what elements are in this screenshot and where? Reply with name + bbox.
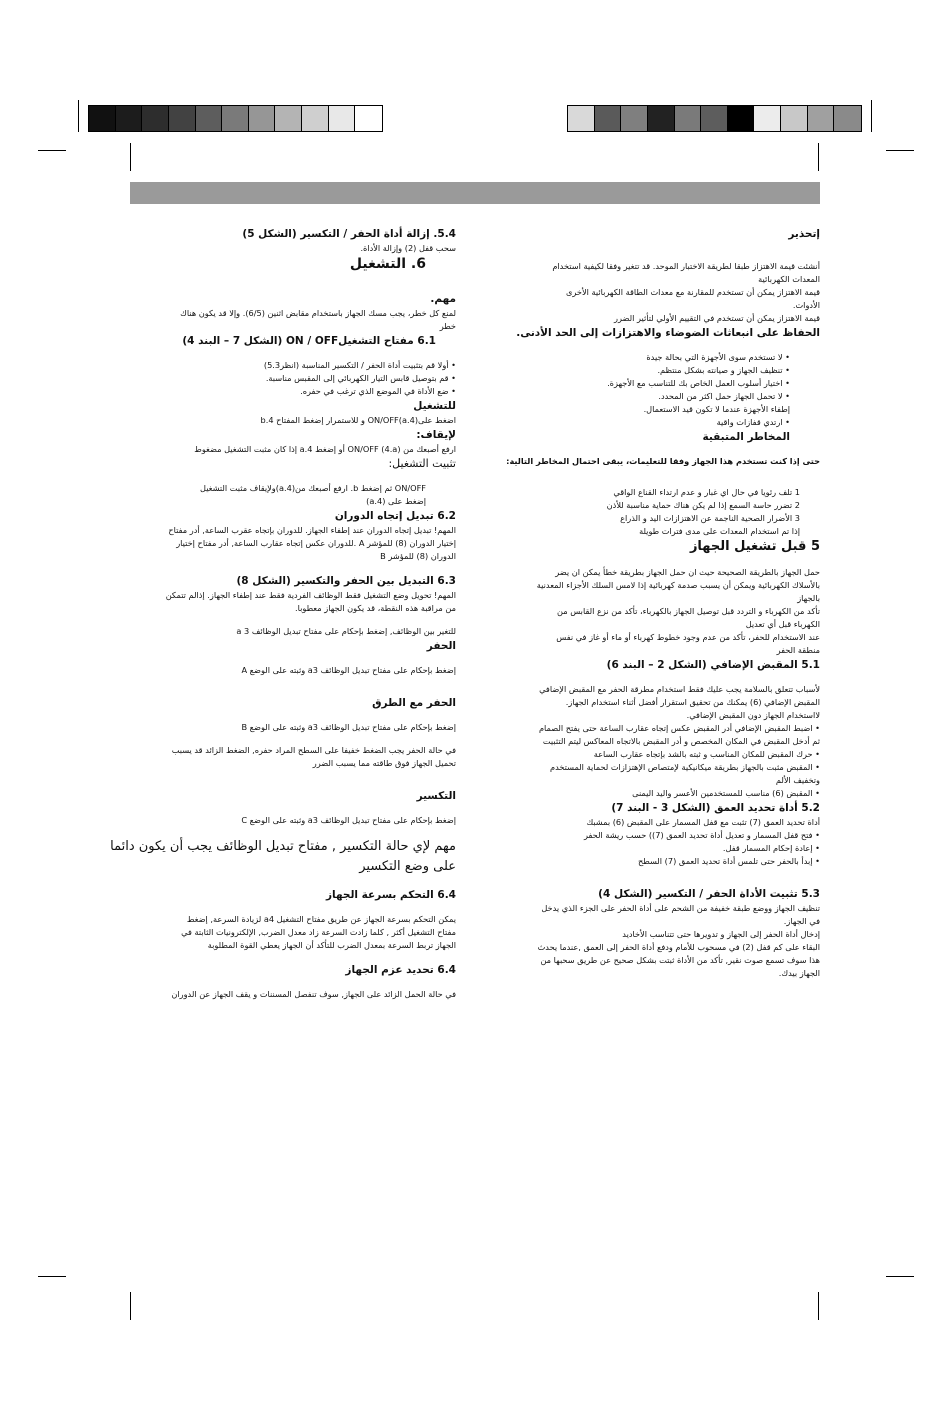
section-title: مهم. [430,293,456,305]
color-swatch [675,106,702,131]
color-swatch [169,106,196,131]
paragraph-line: قيمة الاهتزاز يمكن أن تستخدم للمقارنة مع معدات الطاقة الكهربائية الأخرى [565,287,820,297]
paragraph-line: المهم! تحويل وضع التشغيل فقط الوظائف الفردية فقط عند إطفاء الجهاز. إذالم تتمكن [165,590,456,600]
section-title: تثبيت التشغيل: [388,457,456,470]
list-item: • اضبط المقبض الإضافي أدر المقبض عكس إتجاه عقارب الساعة حتى يفتح الصمام [512,722,820,735]
paragraph-line: الجهاز بيدك. [778,968,820,978]
color-swatch [568,106,595,131]
color-swatch [116,106,143,131]
list-item: • فتح قفل المسمار و تعديل أداة تحديد العمق (7)) حسب ريشة الحفر [512,829,820,842]
color-swatch [754,106,781,131]
crop-mark [818,1292,819,1320]
paragraph-line: الأدوات. [792,300,820,310]
paragraph-line: في حالة الحمل الزائد على الجهاز, سوف تنفصل المسننات و يقف الجهاز عن الدوران [171,989,456,999]
section-title: 6.4 تحديد عزم الجهاز [345,964,456,976]
paragraph-line: حتى إذا كنت تستخدم هذا الجهاز وفقا للتعليمات، يبقى احتمال المخاطر التالية: [506,456,820,466]
section-title: لإيقاف: [416,429,456,441]
section-title: 5.3 تثبيت الأداة الحفر / التكسير (الشكل 4) [598,888,820,900]
paragraph-line: إضغط على (4.a) [366,496,426,506]
list-item: • المقبض مثبت بالجهاز بطريقة ميكانيكية لإمتصاص الإهتزازات لحماية المستخدم [512,761,820,774]
paragraph-line: حمل الجهاز بالطريقة الصحيحة حيث ان حمل الجهاز بطريقة خطأ يمكن ان يضر [555,567,820,577]
paragraph-line: الدوران (8) للمؤشر B [380,551,456,561]
list-item: • حرك المقبض للمكان المناسب و ثبته بالشد بإتجاه عقارب الساعة [512,748,820,761]
paragraph-line: البقاء على كم قفل (2) في مسحوب للأمام ودفع أداة الحفر إلى العمق ,عندما يحدث [537,942,820,952]
list-item: إذا تم استخدام المعدات على مدى فترات طويلة [639,526,800,536]
paragraph-line: مفتاح التشغيل أكثر , كلما زادت السرعة زاد معدل الضرب, الإلكترونيات الثابتة في [181,927,456,937]
crop-mark [38,150,66,151]
header-bar [130,182,820,204]
section-title: المخاطر المتبقية [702,431,790,443]
crop-mark [818,143,819,171]
paragraph-line: أنشئت قيمة الاهتزاز طبقا لطريقة الاختبار الموحد. قد تتغير وفقا لكيفية استخدام [552,261,820,271]
list-item: • تنظيف الجهاز و صيانته بشكل منتظم. [512,364,820,377]
paragraph-line: الكهرباء قبل أي تعديل [745,619,820,629]
color-swatch [89,106,116,131]
list-item: 2 تضرر حاسة السمع إذا لم يكن هناك حماية مناسبة للأذن [606,500,800,510]
calibration-bar-right [567,105,862,132]
paragraph-line: ارفع أصبعك من ON/OFF (4.a) أو إضغط 4.a إذا كان مثبت التشغيل مضغوط [194,444,456,454]
crop-mark [130,143,131,171]
color-swatch [648,106,675,131]
paragraph-line: لمنع كل خطر، يجب مسك الجهاز باستخدام مقابض اثنين (6/5). وإلا قد يكون هناك [180,308,456,318]
paragraph-line: منطقة الحفر [776,645,820,655]
paragraph-line: تحميل الجهاز فوق طاقته مما يسبب الضرر [312,758,456,768]
paragraph-line: اضغط على(4.a)ON/OFF و للاستمرار إضغط المفتاح 4.b [260,415,456,425]
section-title: الحفر مع الطرق [372,697,456,709]
paragraph-line: في حالة الحفر يجب الضغط خفيفا على السطح المراد حفره, الضغط الزائد قد يسبب [171,745,456,755]
paragraph-line: في الجهاز. [783,916,820,926]
section-title: للتشغيل [413,400,456,412]
crop-mark [886,1276,914,1277]
section-title: 6. التشغيل [349,256,426,272]
list-item: • قم بتوصيل قابس التيار الكهربائي إلى المقبس مناسبة. [130,372,456,385]
list-item: • إعادة إحكام المسمار قفل. [512,842,820,855]
note-line: على وضع التكسير [359,859,456,874]
list-item: وتخفيف الألم [775,775,820,785]
paragraph-line: أداة تحديد العمق (7) تثبت مع قفل المسمار على المقبض (6) بمشبك [586,817,820,827]
section-title: 6.4 التحكم بسرعة الجهاز [325,889,456,901]
color-swatch [621,106,648,131]
color-swatch [249,106,276,131]
paragraph-line: قيمة الاهتزاز يمكن أن تستخدم في التقييم الأولي لتأثير الضرر [614,313,820,323]
section-title: 6.2 تبديل إتجاه الدوران [334,510,456,522]
list-item: • لا تستخدم سوى الأجهزة التي بحالة جيدة [512,351,820,364]
paragraph-line: ON/OFF ثم إضغط b. ارفع أصبعك من(4.a)ولإيقاف مثبت التشغيل [200,483,426,493]
color-swatch [701,106,728,131]
right-column [506,226,820,980]
list-item: • لا تحمل الجهاز حمل اكثر من المحدد. [512,390,820,403]
section-title: 5 قبل تشغيل الجهاز [689,539,820,554]
paragraph-line: الجهاز تربط السرعة بمعدل الضرب للتأكد أن الجهاز يعطي القوة المطلوبة [207,940,456,950]
color-swatch [142,106,169,131]
crop-mark [871,100,872,132]
paragraph-line: المعدات الكهربائية [758,274,820,284]
color-swatch [595,106,622,131]
crop-mark [38,1276,66,1277]
section-title: 5.1 المقبض الإضافي (الشكل 2 – البند 6) [606,659,820,671]
paragraph-line: إضغط بإحكام على مفتاح تبديل الوظائف a3 وثبته على الوضع B [241,722,456,732]
paragraph-line: لأسباب تتعلق بالسلامة يجب عليك فقط استخدام مطرقة الحفر مع المقبض الإضافي [539,684,820,694]
note-line: مهم لإي حالة التكسير , مفتاح تبديل الوظائف يجب أن يكون دائما [110,839,456,854]
crop-mark [78,100,79,132]
paragraph-line: من مراقبة هذه النقطة، قد يكون الجهاز معطوبا. [294,603,456,613]
paragraph-line: بالجهاز [797,593,820,603]
color-swatch [196,106,223,131]
section-title: الحفر [426,640,456,652]
section-title: التكسير [416,790,456,802]
color-swatch [834,106,861,131]
paragraph-line: المهم! تبديل إتجاه الدوران عند إطفاء الجهاز. للدوران بإتجاه عقرب الساعة, أدر مفتاح [168,525,456,535]
color-swatch [728,106,755,131]
section-title: 6.3 التبديل بين الحفر والتكسير (الشكل 8) [236,575,456,587]
list-item: • ضع الأداة في الموضع الذي ترغب في حفره. [130,385,456,398]
list-item: • اختيار أسلوب العمل الخاص بك للتناسب مع الأجهزة. [512,377,820,390]
paragraph-line: تنظيف الجهاز ووضع طبقة خفيفة من الشحم على أداة الحفر على الجزء الذي يدخل [541,903,820,913]
list-item: • إبدأ بالحفر حتى تلمس أداة تحديد العمق (7) السطح [512,855,820,868]
paragraph-line: المقبض الإضافي (6) يمكنك من تحقيق استقرار أفضل أثناء استخدام الجهاز. [565,697,820,707]
paragraph-line: خطر [439,321,456,331]
crop-mark [130,1292,131,1320]
paragraph-line: يمكن التحكم بسرعة الجهاز عن طريق مفتاح التشغيل a4 لزيادة السرعة, إضغط [186,914,456,924]
list-item: • ارتدي قفازات واقية [512,416,820,429]
list-item: 3 الأضرار الصحية الناجمة عن الاهتزازات اليد و الذراع [620,513,800,523]
color-swatch [329,106,356,131]
calibration-bar-left [88,105,383,132]
list-item: • أولا قم بتثبيت أداة الحفر / التكسير المناسبة (انظر5.3) [130,359,456,372]
paragraph-line: إدخال أداة الحفر إلى الجهاز و تدويرها حتى تتناسب الأخاديد [622,929,820,939]
list-item: ثم أدخل المقبض في المكان المخصص و أدر المقبض بالاتجاه المعاكس ليتم التثبيت [542,736,820,746]
color-swatch [302,106,329,131]
paragraph-line: إختيار الدوران (8) للمؤشر A .للدوران عكس إتجاه عقارب الساعة, أدر مفتاح إختيار [176,538,456,548]
color-swatch [355,106,382,131]
paragraph-line: سحب قفل (2) وإزالة الأداة. [360,243,456,253]
paragraph-line: بالأسلاك الكهربائية ويمكن أن يسبب صدمة كهربائية إذا لامس السلك الأجزاء المعدنية [536,580,820,590]
paragraph-line: إضغط بإحكام على مفتاح تبديل الوظائف a3 وثبته على الوضع C [241,815,456,825]
paragraph-line: إضغط بإحكام على مفتاح تبديل الوظائف a3 وثبته على الوضع A [241,665,456,675]
paragraph-line: عند الاستخدام للحفر، تأكد من عدم وجود خطوط كهرباء أو ماء أو غاز في نفس [556,632,820,642]
left-column [110,226,456,1001]
color-swatch [222,106,249,131]
section-title: 6.1 مفتاح التشغيلON / OFF (الشكل 7 – البند 4) [182,335,436,347]
list-item: 1 تلف رئويا في حال اي غبار و عدم ارتداء القناع الواقي [613,487,800,497]
section-title: 5.4. إزالة أداة الحفر / التكسير (الشكل 5) [242,228,456,240]
paragraph-line: تأكد من الكهرباء و التردد قبل توصيل الجهاز بالكهرباء، تأكد من نزع القابس من [557,606,820,616]
paragraph-line: هذا سوف تسمع صوت نقير, تأكد من الأداة ثبتت بشكل صحيح عن طريق سحبها من [540,955,820,965]
crop-mark [886,150,914,151]
paragraph-line: لااستخدام الجهاز دون المقبض الإضافي. [686,710,820,720]
list-item: • المقبض (6) مناسب للمستخدمين الأعسر واليد اليمنى [512,787,820,800]
color-swatch [781,106,808,131]
color-swatch [275,106,302,131]
section-title: الحفاظ على انبعاثات الضوضاء والاهتزازات إلى الحد الأدنى. [516,327,820,339]
section-title: إتحذير [788,228,820,240]
section-title: 5.2 أداة تحديد العمق (الشكل 3 - البند 7) [611,802,820,814]
paragraph-line: للتغير بين الوظائف, إضغط بإحكام على مفتاح تبديل الوظائف 3 a [236,626,456,636]
color-swatch [808,106,835,131]
list-item: إطفاء الأجهزة عندما لا تكون قيد الاستعمال. [643,404,790,414]
